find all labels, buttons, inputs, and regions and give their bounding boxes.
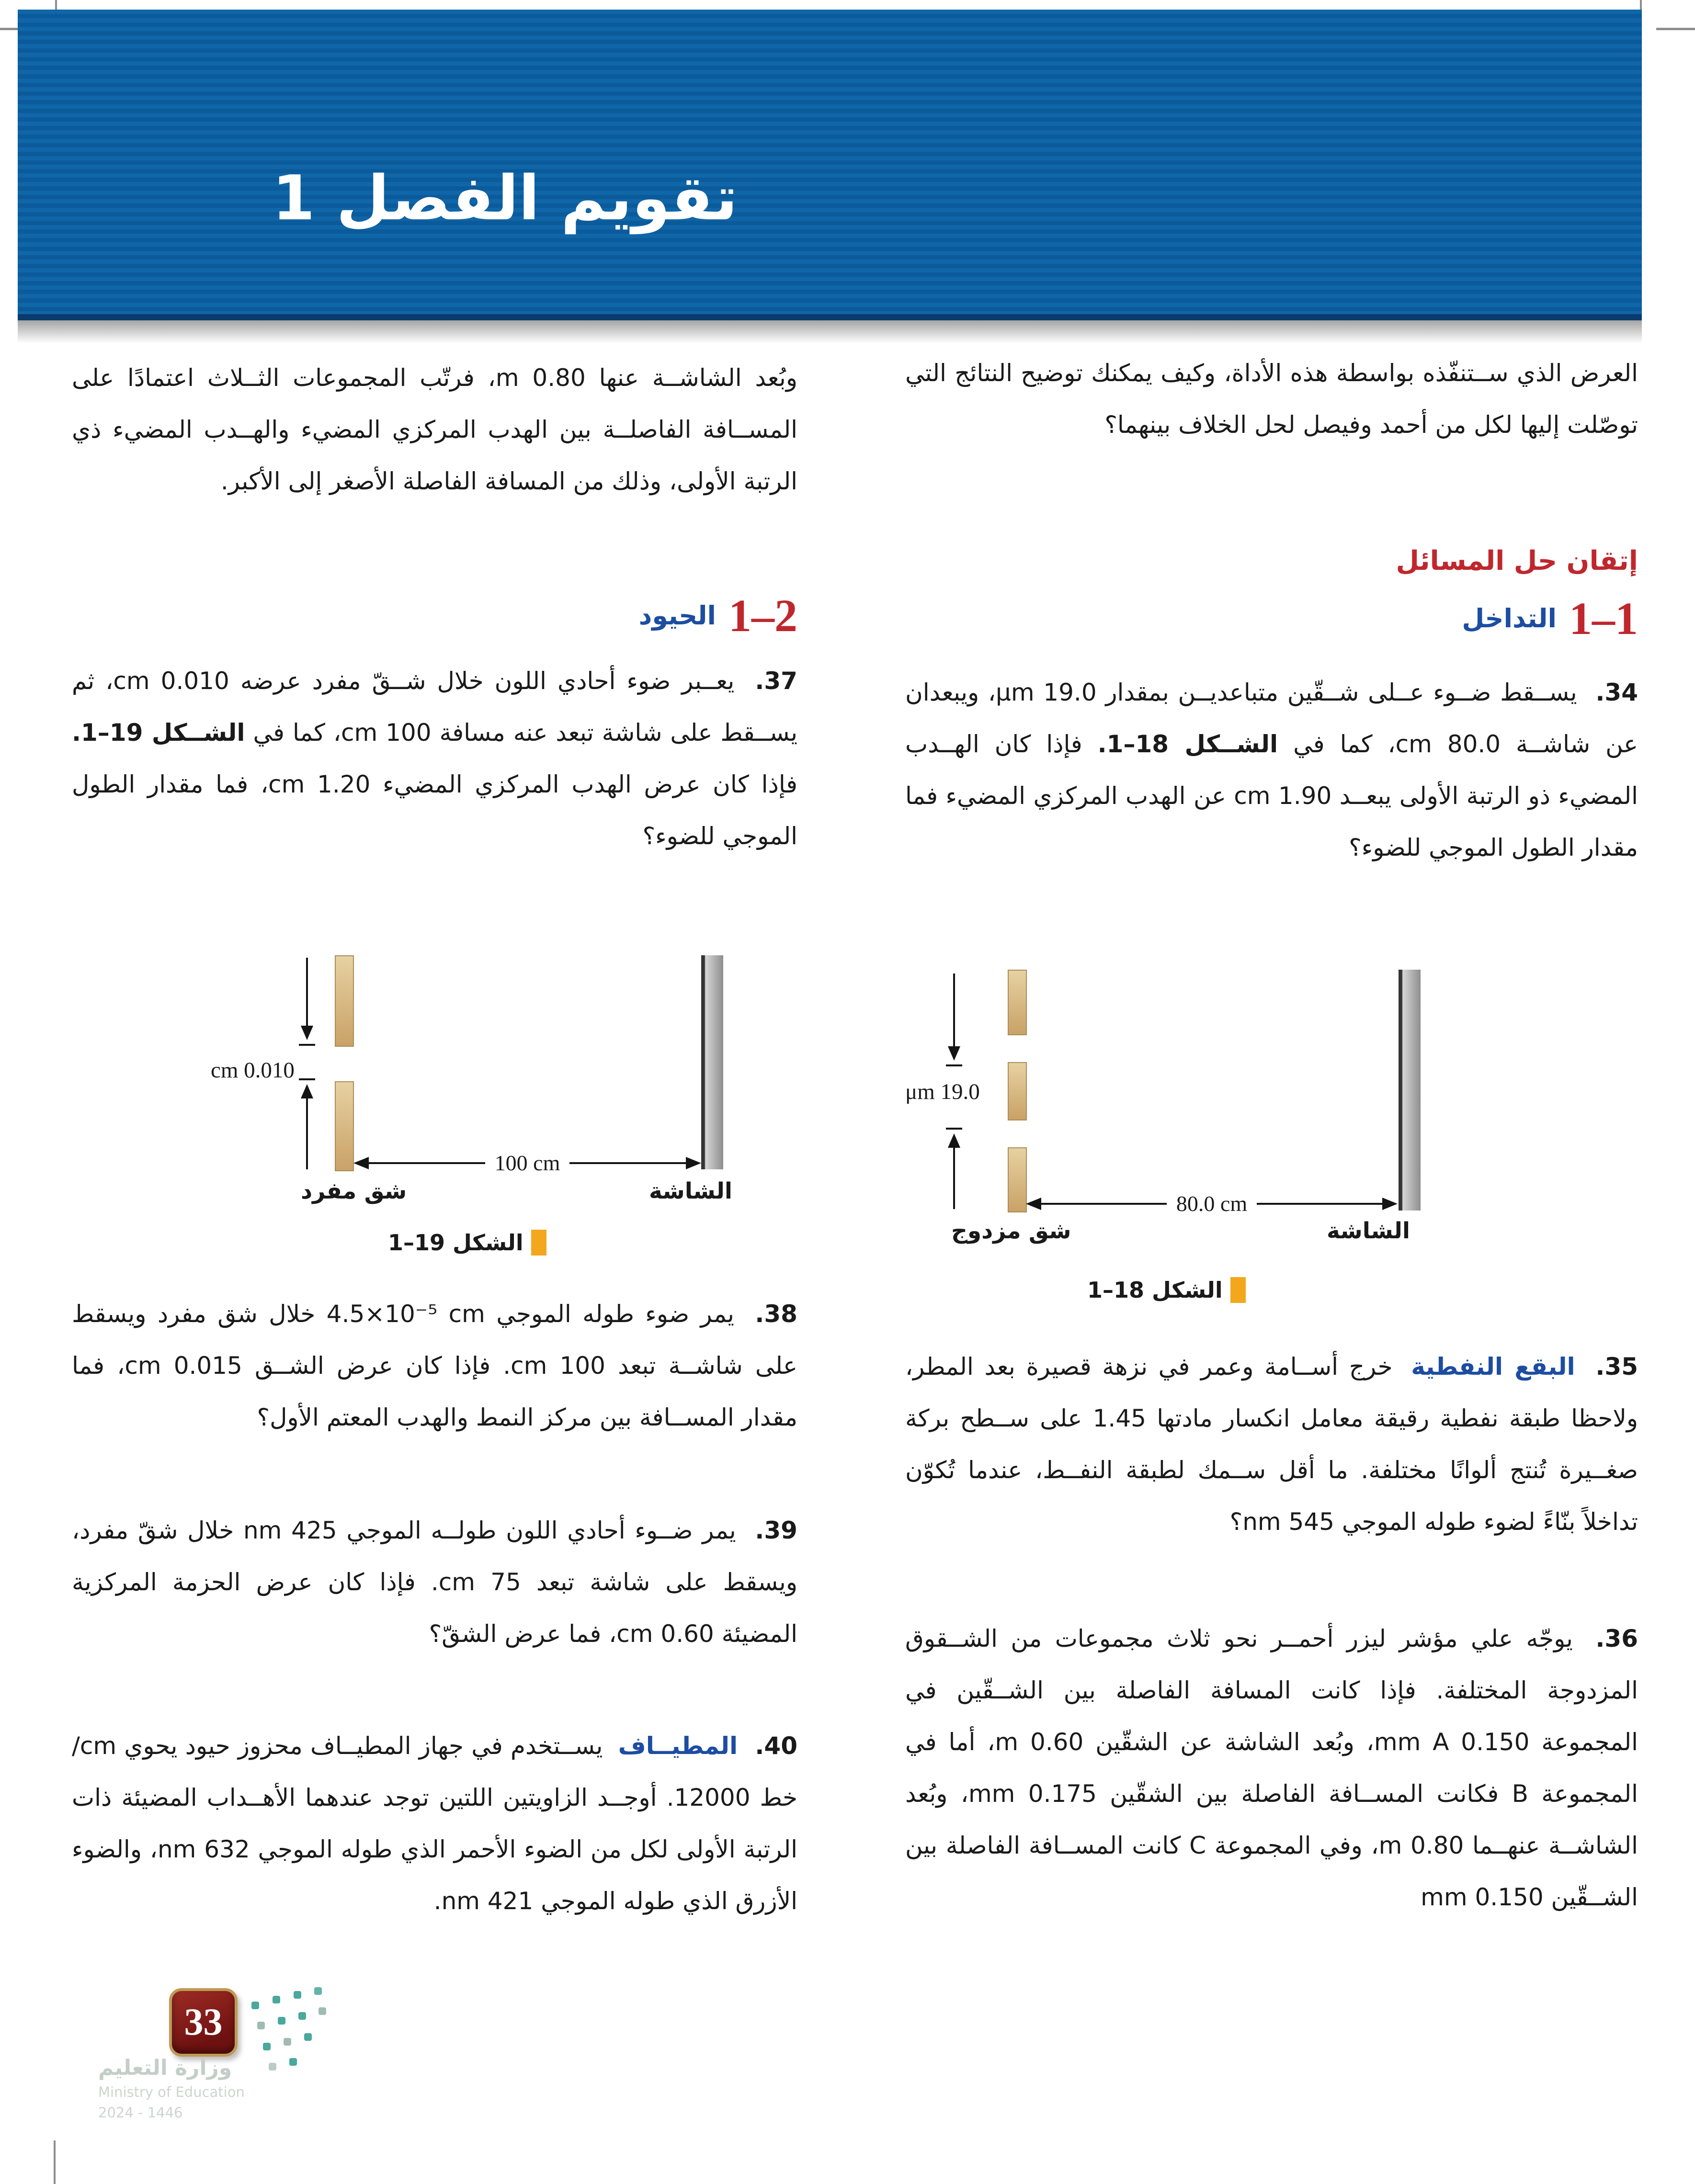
edition-year: 2024 - 1446 [98,2105,183,2121]
problem-text: يســتخدم في جهاز المطيــاف محزوز حيود يحوي cm/ خط 12000. أوجــد الزاويتين اللتين توجد عندهما الأهــداب المضيئة ذات الرتبة الأولى لكل من الضوء الأحمر الذي طوله الموجي 632 nm، والضوء الأزرق الذي طوله الموجي 421 nm. [72,1732,798,1915]
problem-37 [72,655,797,862]
dimension-arrow [953,973,955,1046]
problem-text: يســقط ضــوء عــلى شــقّين متباعديــن بمقدار 19.0 μm، ويبعدان عن شاشــة 80.0 cm، كما في [905,679,1638,758]
section-label: التداخل [1462,603,1557,634]
dimension-arrow [306,958,308,1026]
arrowhead-up-icon [301,1084,313,1098]
problem-text: خرج أســامة وعمر في نزهة قصيرة بعد المطر، ولاحظا طبقة نفطية رقيقة معامل انكسار مادتها 1.45 على ســطح بركة صغــيرة تُنتج ألوانًا مختلفة. ما أقل ســمك لطبقة النفــط، عندما تُكوّن تداخلاً بنّاءً لضوء طوله الموجي 545 nm؟ [905,1353,1638,1536]
problem-number: 35. [1595,1353,1638,1381]
problem-39 [72,1505,797,1660]
screen-bar [1399,970,1421,1211]
mastery-heading: إتقان حل المسائل [1396,545,1638,577]
caption-square-icon [531,1230,546,1256]
arrowhead-left-icon [1026,1198,1041,1210]
problem-number: 40. [755,1732,797,1760]
problem-keyword: البقع النفطية [1411,1353,1575,1381]
section-number: 1–1 [1569,593,1638,644]
barrier-bar [1008,1062,1027,1120]
screen-bar [701,955,723,1169]
continued-question-text [905,347,1638,451]
problem-text: فإذا كان عرض الهدب المركزي المضيء 1.20 cm، فما مقدار الطول الموجي للضوء؟ [72,770,797,850]
problem-text: يعــبر ضوء أحادي اللون خلال شــقّ مفرد عرضه 0.010 cm، ثم يســقط على شاشة تبعد عنه مسافة 100 cm، كما في [72,667,797,747]
dimension-line [1257,1203,1382,1205]
header-shadow [18,320,1642,343]
problem-34 [905,667,1638,873]
problem-text: يوجّه علي مؤشر ليزر أحمــر نحو ثلاث مجموعات من الشــقوق المزدوجة المختلفة. فإذا كانت المسافة الفاصلة بين الشــقّين في المجموعة 0.150 mm A، وبُعد الشاشة عن الشقّين 0.60 m، أما في المجموعة B فكانت المســافة الفاصلة بين الشقّين 0.175 mm، وبُعد الشاشــة عنهــما 0.80 m، وفي المجموعة C كانت المســافة الفاصلة بين الشــقّين 0.150 mm [905,1625,1638,1911]
section-heading-interference [905,593,1638,645]
problem-text: يمر ضــوء أحادي اللون طولــه الموجي 425 nm خلال شقّ مفرد، ويسقط على شاشة تبعد 75 cm. فإذا كان عرض الحزمة المركزية المضيئة 0.60 cm، فما عرض الشقّ؟ [72,1516,797,1648]
arrowhead-right-icon [1382,1198,1398,1210]
dimension-tick [946,1064,962,1066]
page-title: تقويم الفصل 1 [272,163,738,234]
screen-label: الشاشة [1327,1218,1410,1244]
problem-number: 38. [755,1300,797,1328]
dimension-line [1041,1203,1167,1205]
problem-text: فإذا كان الهــدب المضيء ذو الرتبة الأولى يبعــد 1.90 cm عن الهدب المركزي المضيء فما مقدار الطول الموجي للضوء؟ [905,730,1638,861]
problem-number: 39. [755,1516,797,1544]
problem-number: 37. [755,667,797,695]
slit-spacing-label: 19.0 μm [905,1079,980,1104]
caption-square-icon [1230,1277,1246,1303]
figure-18-1 [905,955,1638,1329]
paragraph-text: وبُعد الشاشــة عنها 0.80 m، فرتّب المجموعات الثــلاث اعتمادًا على المســافة الفاصلــة بين الهدب المركزي المضيء والهــدب المضيء ذي الرتبة الأولى، وذلك من المسافة الفاصلة الأصغر إلى الأكبر. [72,364,797,495]
ministry-logo-dots-icon [251,2002,259,2009]
barrier-bar [1008,970,1027,1035]
dimension-tick [299,1044,315,1046]
dimension-arrow [306,1098,308,1169]
distance-dimension [353,1150,701,1176]
barrier-label: شق مزدوج [951,1218,1071,1244]
barrier-bar [1008,1147,1027,1212]
arrowhead-up-icon [948,1133,960,1148]
registration-mark [54,2140,56,2184]
distance-label: 100 cm [494,1151,560,1175]
page-number-badge: 33 [169,1988,238,2057]
barrier-bar [335,955,354,1047]
figure-caption [388,1230,546,1256]
dimension-arrow [953,1148,955,1209]
registration-mark [1656,28,1695,30]
arrowhead-left-icon [353,1157,369,1169]
arrowhead-down-icon [948,1046,960,1061]
figure-19-1 [72,943,797,1279]
dimension-line [569,1162,686,1164]
dimension-tick [946,1128,962,1130]
section-label: الحيود [638,600,716,631]
ministry-name-english: Ministry of Education [98,2084,245,2100]
section-heading-diffraction [72,590,797,642]
problem-36 [905,1613,1638,1923]
problem-text: يمر ضوء طوله الموجي ⁦4.5×10⁻⁵ cm⁩ خلال شق مفرد ويسقط على شاشــة تبعد 100 cm. فإذا كان عرض الشــق 0.015 cm، فما مقدار المســافة بين مركز النمط والهدب المعتم الأول؟ [72,1300,797,1431]
dimension-line [369,1162,485,1164]
section-number: 2–1 [728,590,797,641]
distance-label: 80.0 cm [1176,1191,1248,1216]
distance-dimension [1026,1191,1398,1216]
ministry-name-arabic: وزارة التعليم [98,2056,232,2080]
problem-38 [72,1288,797,1443]
dimension-tick [299,1078,315,1080]
figure-reference: الشــكل 19–1. [72,719,245,747]
problem-40 [72,1720,797,1927]
barrier-label: شق مفرد [301,1178,407,1204]
figure-caption [1087,1277,1246,1303]
figure-reference: الشــكل 18–1. [1097,730,1278,758]
caption-text: الشكل 18–1 [1087,1277,1223,1303]
arrowhead-right-icon [686,1157,701,1169]
screen-label: الشاشة [649,1178,732,1204]
problem-number: 34. [1595,679,1638,706]
continued-problem-text [72,352,797,507]
paragraph-text: العرض الذي ســتنفّذه بواسطة هذه الأداة، وكيف يمكنك توضيح النتائج التي توصّلت إليها لكل من أحمد وفيصل لحل الخلاف بينهما؟ [905,359,1638,439]
arrowhead-down-icon [301,1026,313,1040]
problem-keyword: المطيــاف [618,1732,738,1760]
problem-35 [905,1341,1638,1548]
slit-width-label: 0.010 cm [211,1058,295,1083]
problem-number: 36. [1595,1625,1638,1652]
barrier-bar [335,1081,354,1171]
caption-text: الشكل 19–1 [388,1230,523,1256]
